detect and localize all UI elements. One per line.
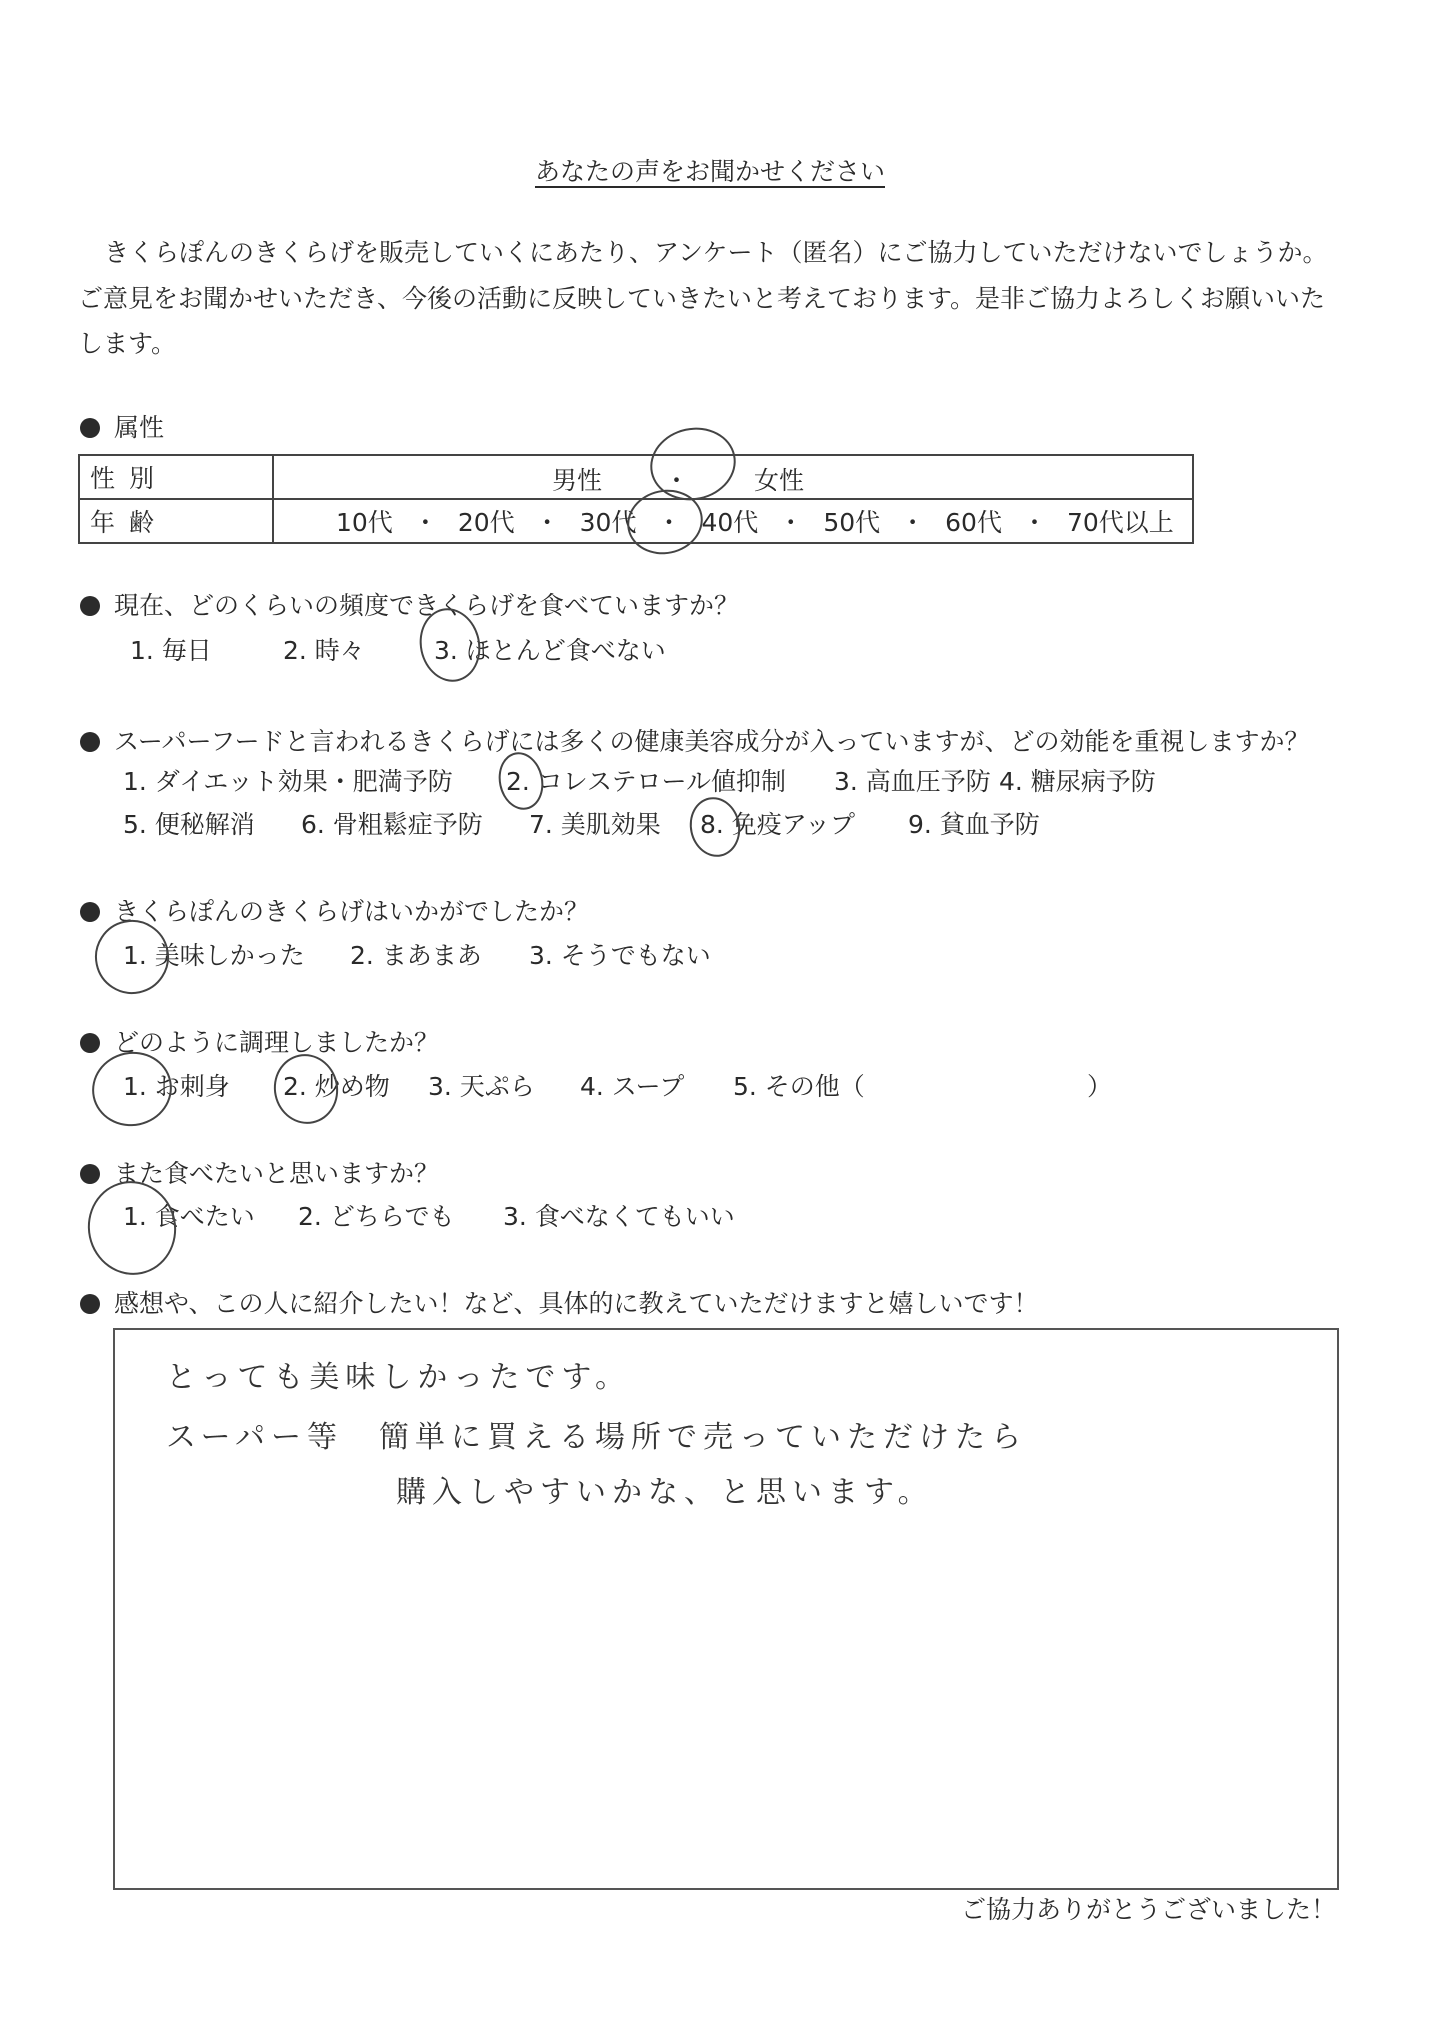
separator: ・ [412,508,438,537]
q2-option-4[interactable]: 4. 糖尿病予防 [999,767,1156,796]
handwritten-line-3: 購入しやすいかな、と思います。 [396,1475,934,1510]
selection-circle-q2-8 [684,792,745,861]
q3-option-2[interactable]: 2. まあまあ [350,941,482,970]
q2-option-8[interactable]: 8. 免疫アップ [700,810,856,839]
bullet-icon [80,418,100,438]
age-option-10s[interactable]: 10代 [336,508,393,537]
separator: ・ [656,508,682,537]
bullet-icon [80,902,100,922]
age-option-60s[interactable]: 60代 [945,508,1002,537]
q4-option-1[interactable]: 1. お刺身 [123,1072,230,1101]
separator: ・ [778,508,804,537]
separator: ・ [664,466,690,495]
attributes-heading-text: 属性 [114,413,165,442]
gender-option-female[interactable]: 女性 [754,466,805,495]
separator: ・ [1021,508,1047,537]
age-options [273,499,1193,543]
bullet-icon [80,1033,100,1053]
gender-label: 性別 [79,455,273,499]
age-option-20s[interactable]: 20代 [457,508,515,537]
q4-other-close-paren: ） [1087,1072,1113,1101]
q3-question [80,897,589,927]
age-option-30s[interactable]: 30代 [579,508,637,537]
q4-question-text: どのように調理しましたか？ [114,1028,440,1057]
gender-option-male[interactable]: 男性 [552,466,603,495]
q5-question-text: また食べたいと思いますか？ [114,1159,440,1188]
gender-row [79,455,1193,499]
q4-option-4[interactable]: 4. スープ [580,1072,685,1101]
q5-option-2[interactable]: 2. どちらでも [298,1202,455,1231]
thanks-message: ご協力ありがとうございました！ [960,1895,1336,1924]
q2-question-text: スーパーフードと言われるきくらげには多くの健康美容成分が入っていますが、どの効能を重視しますか？ [114,727,1310,756]
age-option-70s-plus[interactable]: 70代以上 [1066,508,1174,537]
q3-option-3[interactable]: 3. そうでもない [529,941,711,970]
q3-option-1[interactable]: 1. 美味しかった [123,941,305,970]
q1-option-1[interactable]: 1. 毎日 [130,636,212,665]
age-option-40s[interactable]: 40代 [701,508,759,537]
q2-option-7[interactable]: 7. 美肌効果 [529,810,661,839]
age-option-50s[interactable]: 50代 [823,508,881,537]
q1-option-3[interactable]: 3. ほとんど食べない [434,636,666,665]
q6-question-text: 感想や、この人に紹介したい！など、具体的に教えていただけますと嬉しいです！ [114,1289,1039,1318]
selection-circle-q4-2 [267,1048,344,1130]
q1-question-text: 現在、どのくらいの頻度できくらげを食べていますか？ [114,591,740,620]
bullet-icon [80,732,100,752]
age-label: 年齢 [79,499,273,543]
bullet-icon [80,596,100,616]
q4-option-3[interactable]: 3. 天ぷら [428,1072,535,1101]
bullet-icon [80,1164,100,1184]
q5-option-1[interactable]: 1. 食べたい [123,1202,255,1231]
q2-option-5[interactable]: 5. 便秘解消 [123,810,255,839]
intro-line-3: します。 [78,329,177,358]
intro-line-2: ご意見をお聞かせいただき、今後の活動に反映していきたいと考えております。是非ご協力よろしくお願いいた [78,284,1326,313]
q1-option-2[interactable]: 2. 時々 [283,636,365,665]
q5-option-3[interactable]: 3. 食べなくてもいい [503,1202,735,1231]
q3-question-text: きくらぽんのきくらげはいかがでしたか？ [114,897,590,926]
q4-option-5[interactable]: 5. その他（ [733,1072,865,1101]
handwritten-line-1: とっても美味しかったです。 [166,1360,631,1395]
separator: ・ [900,508,926,537]
selection-circle-q2-2 [493,748,548,814]
q2-option-1[interactable]: 1. ダイエット効果・肥満予防 [123,767,453,796]
q2-option-9[interactable]: 9. 貧血予防 [908,810,1040,839]
q2-option-2[interactable]: 2. コレステロール値抑制 [506,767,787,796]
handwritten-line-2: スーパー等 簡単に買える場所で売っていただけたら [166,1420,1027,1455]
bullet-icon [80,1294,100,1314]
separator: ・ [534,508,560,537]
q2-option-6[interactable]: 6. 骨粗鬆症予防 [301,810,483,839]
q1-question [80,591,739,621]
q2-question [80,727,1310,757]
intro-line-1: きくらぽんのきくらげを販売していくにあたり、アンケート（匿名）にご協力していただけないでしょうか。 [104,238,1328,267]
selection-circle-q5-1 [79,1173,185,1283]
attributes-heading [80,413,164,443]
page-title: あなたの声をお聞かせください [534,157,885,186]
q2-option-3[interactable]: 3. 高血圧予防 [834,767,991,796]
q6-question [80,1289,1039,1319]
q4-option-2[interactable]: 2. 炒め物 [283,1072,390,1101]
